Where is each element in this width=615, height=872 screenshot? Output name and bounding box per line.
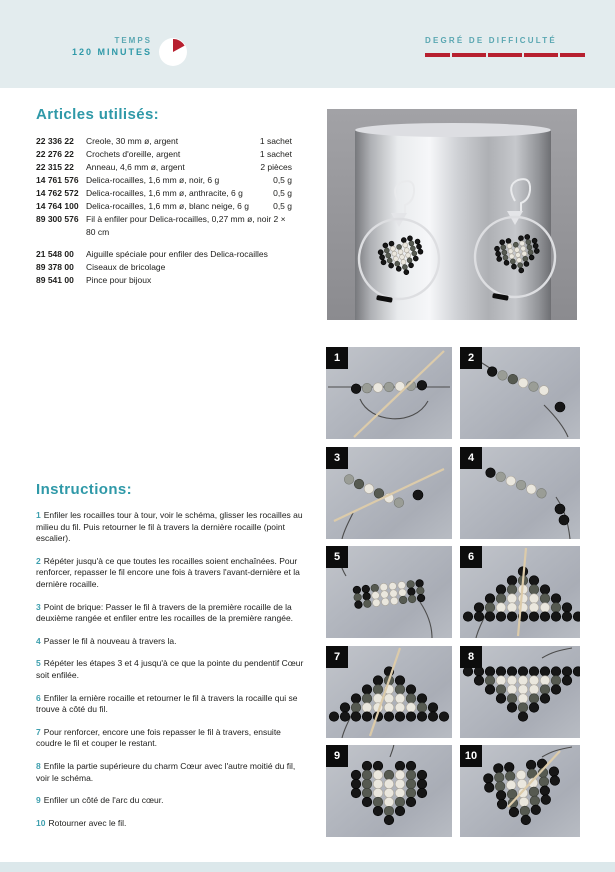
step-photo-1 [326, 347, 452, 439]
art-num: 14 762 572 [36, 188, 79, 198]
instructions-section [36, 481, 306, 840]
step-photo-badge: 2 [460, 347, 482, 369]
step-number: 4 [36, 635, 41, 646]
instruction-step: 2 Répéter jusqu'à ce que toutes les rocailles soient enchaînées. Pour renforcer, repasser le fil encore une fois à travers l'avant-dernière et la dernière rocaille. [36, 555, 300, 589]
footer-band [0, 862, 615, 872]
art-desc: Crochets d'oreille, argent [86, 149, 181, 159]
art-qty: 2 pièces [260, 162, 292, 172]
step-number: 1 [36, 510, 41, 520]
step-photo-2 [460, 347, 580, 439]
step-number: 3 [36, 601, 41, 612]
step-photo-badge: 9 [326, 745, 348, 767]
article-row [36, 148, 292, 161]
art-desc: Ciseaux de bricolage [86, 262, 166, 272]
step-photo-badge: 5 [326, 546, 348, 568]
step-photo-6 [460, 546, 580, 638]
time-indicator [38, 35, 152, 58]
instructions-heading: Instructions: [36, 481, 133, 498]
tools-list [36, 248, 292, 287]
step-photo-badge: 10 [460, 745, 482, 767]
steps-list [36, 510, 306, 829]
article-row [36, 200, 292, 213]
instruction-step: 3 Point de brique: Passer le fil à travers de la première rocaille de la deuxième rangée et enfiler entre les rocailles de la première rangée. [36, 601, 294, 624]
instruction-step: 5 Répéter les étapes 3 et 4 jusqu'à ce que la pointe du pendentif Cœur soit enfilée. [36, 658, 304, 680]
art-desc: Delica-rocailles, 1,6 mm ø, noir, 6 g [86, 175, 220, 185]
step-photo-7 [326, 646, 452, 738]
tool-row [36, 274, 292, 287]
step-photo-badge: 1 [326, 347, 348, 369]
tool-row [36, 261, 292, 274]
art-num: 22 276 22 [36, 149, 74, 159]
art-qty: 0,5 g [273, 188, 292, 198]
art-qty [288, 213, 292, 239]
difficulty-dash [488, 53, 522, 57]
step-photo-8 [460, 646, 580, 738]
article-row [36, 213, 292, 239]
difficulty-dash [425, 53, 450, 57]
article-row [36, 174, 292, 187]
instruction-step: 6 Enfiler la ernière rocaille et retourner le fil à travers la rocaille qui se trouve à côté du fil. [36, 692, 298, 715]
articles-heading: Articles utilisés: [36, 106, 160, 123]
instruction-step: 10 Rotourner avec le fil. [36, 817, 127, 828]
art-qty: 0,5 g [273, 201, 292, 211]
instruction-step: 4 Passer le fil à nouveau à travers la. [36, 635, 177, 646]
step-number: 8 [36, 760, 41, 771]
article-row [36, 187, 292, 200]
art-num: 21 548 00 [36, 249, 74, 259]
instruction-step: 8 Enfile la partie supérieure du charm Cœur avec l'autre moitié du fil, voir le schéma. [36, 760, 296, 783]
article-row [36, 135, 292, 148]
step-photo-badge: 4 [460, 447, 482, 469]
art-num: 22 315 22 [36, 162, 74, 172]
step-photo-badge: 8 [460, 646, 482, 668]
art-desc: Creole, 30 mm ø, argent [86, 136, 179, 146]
art-qty: 1 sachet [259, 149, 292, 159]
art-desc: Pince pour bijoux [86, 275, 152, 285]
art-num: 89 378 00 [36, 262, 74, 272]
art-num: 14 764 100 [36, 201, 79, 211]
tool-row [36, 248, 292, 261]
step-number: 9 [36, 795, 41, 806]
step-number: 6 [36, 692, 41, 703]
step-photo-9 [326, 745, 452, 837]
instruction-step: 1 Enfiler les rocailles tour à tour, voir le schéma, glisser les rocailles au milieu du fil. Puis retourner le fil à travers la dernière rocaille (point escalier). [36, 510, 303, 544]
step-number: 10 [36, 817, 46, 828]
instruction-step: 9 Enfiler un côté de l'arc du cœur. [36, 795, 164, 806]
articles-section [36, 106, 292, 287]
step-photo-grid [326, 347, 580, 837]
art-num: 14 761 576 [36, 175, 79, 185]
difficulty-dash [452, 53, 486, 57]
step-photo-badge: 3 [326, 447, 348, 469]
art-desc: Fil à enfiler pour Delica-rocailles, 0,27 mm ø, noir 2 × 80 cm [86, 214, 286, 237]
art-num: 89 300 576 [36, 214, 79, 224]
art-qty: 0,5 g [273, 175, 292, 185]
step-photo-4 [460, 447, 580, 539]
step-photo-5 [326, 546, 452, 638]
step-photo-10 [460, 745, 580, 837]
art-desc: Aiguille spéciale pour enfiler des Delica-rocailles [86, 249, 268, 259]
difficulty-dash [524, 53, 558, 57]
difficulty-dashes [425, 53, 585, 57]
art-desc: Delica-rocailles, 1,6 mm ø, blanc neige, 6 g [86, 201, 249, 211]
time-value: 120 MINUTES [71, 47, 152, 57]
step-photo-3 [326, 447, 452, 539]
step-number: 2 [36, 555, 41, 566]
step-number: 5 [36, 658, 41, 669]
step-number: 7 [36, 726, 41, 737]
step-photo-badge: 6 [460, 546, 482, 568]
art-qty: 1 sachet [259, 136, 292, 146]
clock-icon [158, 37, 188, 67]
article-row [36, 161, 292, 174]
art-desc: Delica-rocailles, 1,6 mm ø, anthracite, 6 g [86, 188, 243, 198]
art-num: 89 541 00 [36, 275, 74, 285]
step-photo-badge: 7 [326, 646, 348, 668]
difficulty-label: DEGRÉ DE DIFFICULTÉ [425, 36, 557, 45]
difficulty-dash [560, 53, 585, 57]
time-label: TEMPS [114, 36, 152, 45]
art-desc: Anneau, 4,6 mm ø, argent [86, 162, 185, 172]
main-photo [327, 109, 577, 320]
art-num: 22 336 22 [36, 136, 74, 146]
instruction-step: 7 Pour renforcer, encore une fois repasser le fil à travers, ensuite coudre le fil et couper le restant. [36, 726, 281, 749]
articles-list [36, 135, 292, 239]
difficulty-indicator [425, 36, 585, 57]
